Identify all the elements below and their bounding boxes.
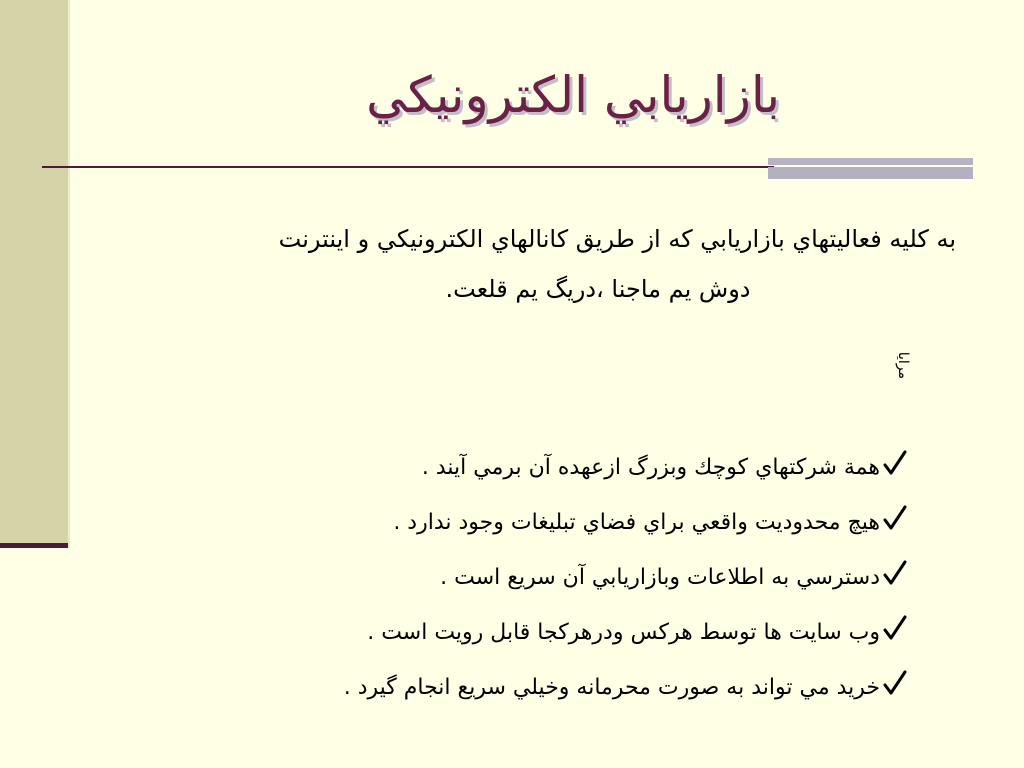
bullet-text: هيچ محدوديت واقعي براي فضاي تبليغات وجود ندارد . [393,510,880,535]
bullet-text: دسترسي به اطلاعات وبازاريابي آن سريع است . [440,565,880,590]
title-accent-bar-top [768,158,973,165]
bullet-text: همة شركتهاي كوچك وبزرگ ازعهده آن برمي آيند . [421,455,880,480]
title-underline [42,166,774,168]
checkmark-icon [882,668,908,698]
left-decorative-band [0,0,68,548]
bullet-list [170,448,908,723]
bullet-text: خريد مي تواند به صورت محرمانه وخيلي سريع انجام گيرد . [343,675,880,700]
list-item [170,558,908,613]
list-item [170,668,908,723]
intro-line-2: دوش يم ماجنا ،دريگ يم قلعت. [445,275,751,303]
left-band-rule [0,543,68,548]
checkmark-icon [882,448,908,478]
title-accent-bar-bottom [768,167,973,179]
list-item [170,448,908,503]
left-band-edge [68,0,70,548]
slide-title: بازاريابي الكترونيكي [366,66,780,124]
bullet-text: وب سايت ها توسط هركس ودرهركجا قابل رويت است . [367,620,880,645]
list-item [170,613,908,668]
checkmark-icon [882,613,908,643]
stray-rotated-text: مرايا [895,351,911,379]
checkmark-icon [882,558,908,588]
intro-line-1: به كليه فعاليتهاي بازاريابي كه از طريق كانالهاي الكترونيكي و اينترنت [278,225,956,253]
list-item [170,503,908,558]
checkmark-icon [882,503,908,533]
intro-paragraph [130,214,956,314]
